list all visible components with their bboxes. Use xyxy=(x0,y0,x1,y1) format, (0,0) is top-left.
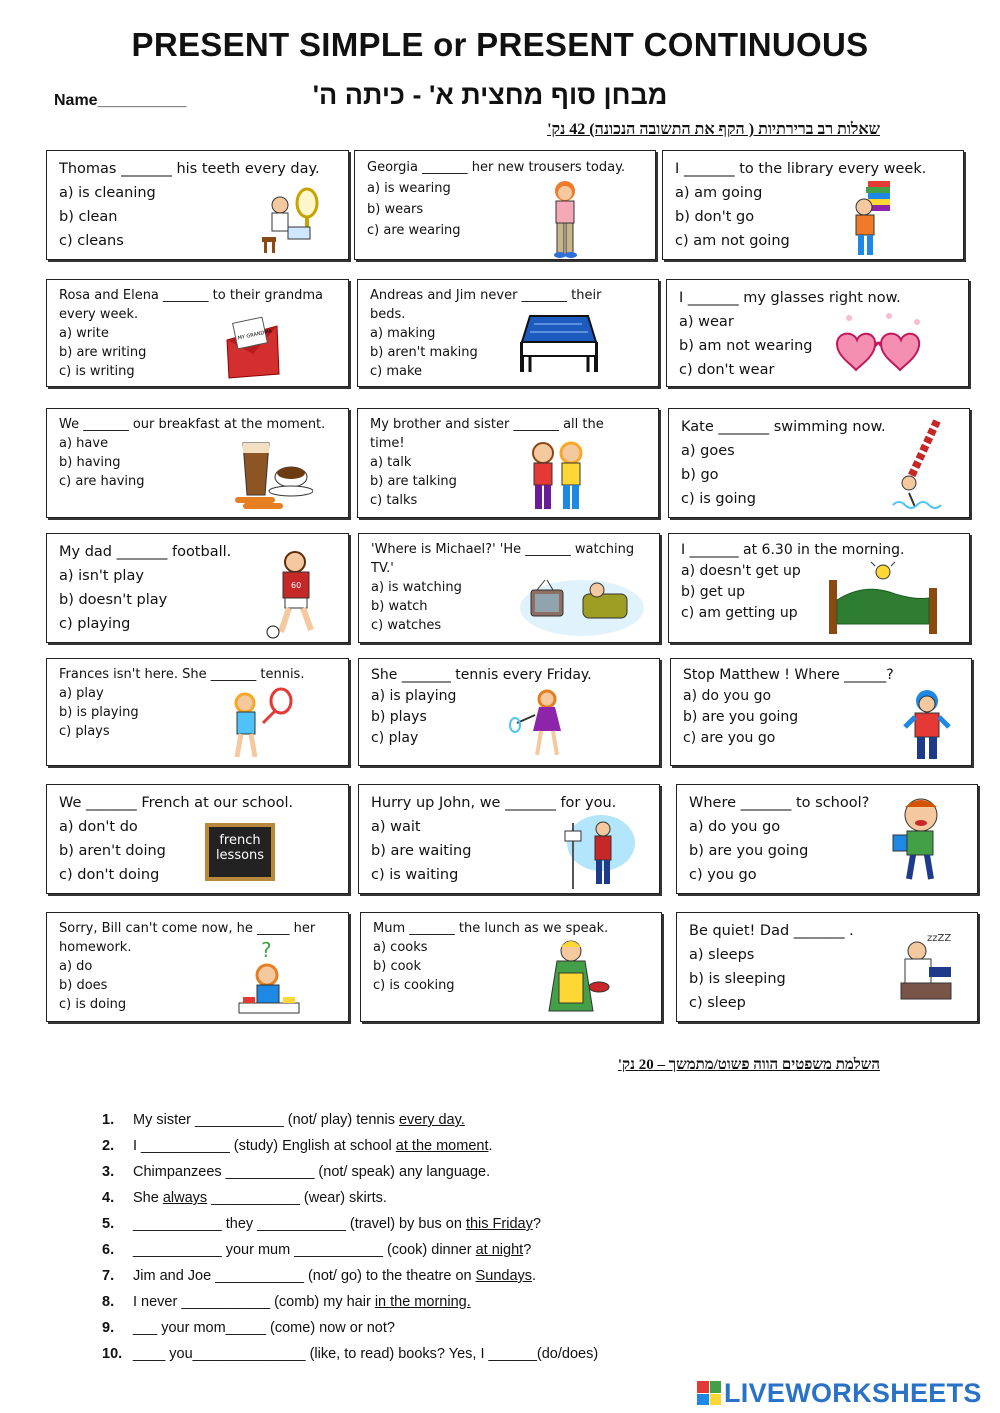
option-c[interactable]: c) is cooking xyxy=(373,978,455,993)
question-text: Andreas and Jim never _______ their beds. xyxy=(370,288,602,322)
boy-carrying-books-picture xyxy=(846,177,906,259)
question-box-9 xyxy=(668,408,970,518)
option-c[interactable]: c) watches xyxy=(371,618,442,633)
girl-with-racket-picture xyxy=(509,689,579,763)
question-text: I _______ my glasses right now. xyxy=(679,290,901,306)
boy-brushing-teeth-picture xyxy=(252,181,327,256)
option-b[interactable]: b) plays xyxy=(371,709,427,725)
sentence-number: 4. xyxy=(102,1190,115,1206)
option-b[interactable]: b) having xyxy=(59,455,121,470)
option-c[interactable]: c) is going xyxy=(681,491,756,507)
option-a[interactable]: a) cooks xyxy=(373,940,428,955)
red-envelope-picture xyxy=(223,310,281,380)
option-a[interactable]: a) is wearing xyxy=(367,181,451,196)
option-c[interactable]: c) talks xyxy=(370,493,418,508)
sentence-text: ___________ your mum ___________ (cook) dinner xyxy=(133,1242,476,1258)
option-b[interactable]: b) doesn't play xyxy=(59,592,168,608)
boy-going-to-school-picture xyxy=(889,795,949,885)
option-c[interactable]: c) are you go xyxy=(683,730,776,746)
mum-cooking-picture xyxy=(541,937,611,1019)
boy-doing-homework-picture xyxy=(233,937,305,1019)
option-a[interactable]: a) goes xyxy=(681,443,735,459)
question-text: I _______ to the library every week. xyxy=(675,161,927,177)
question-box-10 xyxy=(46,533,349,643)
question-2 xyxy=(367,157,645,241)
option-c[interactable]: c) plays xyxy=(59,724,110,739)
fill-sentence-7 xyxy=(102,1268,536,1284)
svg-text:?: ? xyxy=(261,938,272,962)
option-b[interactable]: b) are talking xyxy=(370,474,457,489)
question-text: My brother and sister _______ all the time! xyxy=(370,417,604,451)
question-box-18 xyxy=(676,784,978,894)
sentence-text: I ___________ (study) English at school xyxy=(133,1138,396,1154)
sentence-time-expression: at the moment xyxy=(395,1138,489,1154)
watching-tv-picture xyxy=(517,568,647,638)
question-box-21 xyxy=(676,912,978,1022)
option-c[interactable]: c) am not going xyxy=(675,233,790,249)
sentence-number: 2. xyxy=(102,1138,115,1154)
question-text: 'Where is Michael?' 'He _______ watching TV.' xyxy=(371,542,635,576)
option-a[interactable]: a) doesn't get up xyxy=(681,563,801,579)
sentence-number: 9. xyxy=(102,1320,115,1336)
fill-sentence-10 xyxy=(102,1346,598,1362)
option-b[interactable]: b) are you going xyxy=(689,843,809,859)
fill-sentence-3 xyxy=(102,1164,490,1180)
question-box-2 xyxy=(354,150,656,260)
option-c[interactable]: c) playing xyxy=(59,616,131,632)
sentence-number: 1. xyxy=(102,1112,115,1128)
option-c[interactable]: c) play xyxy=(371,730,419,746)
question-20-text: Mum _______ the lunch as we speak. xyxy=(373,921,609,936)
sentence-text: She xyxy=(133,1190,163,1206)
question-box-13 xyxy=(46,658,349,766)
children-talking-picture xyxy=(523,439,593,515)
sentence-number: 7. xyxy=(102,1268,115,1284)
question-text: Thomas _______ his teeth every day. xyxy=(59,161,320,177)
option-b[interactable]: b) cook xyxy=(373,959,422,974)
question-box-15 xyxy=(670,658,972,766)
question-text: Sorry, Bill can't come now, he _____ her homework. xyxy=(59,921,316,955)
fill-sentence-4 xyxy=(102,1190,387,1206)
option-b[interactable]: b) watch xyxy=(371,599,428,614)
question-text: My dad _______ football. xyxy=(59,544,232,560)
option-c[interactable]: c) don't doing xyxy=(59,867,160,883)
option-a[interactable]: a) isn't play xyxy=(59,568,144,584)
question-text: Hurry up John, we _______ for you. xyxy=(371,795,617,811)
hebrew-subtitle: מבחן סוף מחצית א' - כיתה ה' xyxy=(312,80,668,110)
fill-sentence-9 xyxy=(102,1320,395,1336)
option-a[interactable]: a) do you go xyxy=(683,688,772,704)
option-a[interactable]: a) making xyxy=(370,326,436,341)
question-4 xyxy=(59,286,331,381)
logo-text: LIVEWORKSHEETS xyxy=(724,1377,982,1408)
option-b[interactable]: b) wears xyxy=(367,202,424,217)
option-c[interactable]: c) make xyxy=(370,364,423,379)
option-a[interactable]: a) sleeps xyxy=(689,947,755,963)
worksheet-title: PRESENT SIMPLE or PRESENT CONTINUOUS xyxy=(131,26,869,63)
fill-in-instructions: השלמת משפטים הווה פשוט/מתמשך – 20 נק' xyxy=(617,1057,880,1073)
envelope-letter-text: MY GRANDMA xyxy=(237,328,273,342)
question-text: Georgia _______ her new trousers today. xyxy=(367,160,626,175)
chalkboard-line-2: lessons xyxy=(215,848,265,863)
option-b[interactable]: b) are writing xyxy=(59,345,147,360)
question-box-3 xyxy=(662,150,964,260)
fill-sentence-5 xyxy=(102,1216,541,1232)
option-b[interactable]: b) is playing xyxy=(59,705,139,720)
option-b[interactable]: b) aren't making xyxy=(370,345,478,360)
sentence-time-expression: this Friday xyxy=(465,1216,533,1232)
question-text: Stop Matthew ! Where ______? xyxy=(683,667,894,683)
option-c[interactable]: c) is waiting xyxy=(371,867,459,883)
question-text: We _______ French at our school. xyxy=(59,795,294,811)
question-box-1 xyxy=(46,150,349,260)
sentence-ending: ? xyxy=(532,1216,541,1232)
sentence-text: ___ your mom_____ (come) now or not? xyxy=(133,1320,395,1336)
option-a[interactable]: a) do you go xyxy=(689,819,781,835)
option-b[interactable]: b) is sleeping xyxy=(689,971,786,987)
question-text: Rosa and Elena _______ to their grandma every week. xyxy=(59,288,323,322)
option-c[interactable]: c) are wearing xyxy=(367,223,461,238)
sentence-ending: . xyxy=(488,1138,493,1154)
sentence-text: Jim and Joe ___________ (not/ go) to the theatre on xyxy=(133,1268,476,1284)
sentence-number: 8. xyxy=(102,1294,115,1310)
option-c[interactable]: c) is writing xyxy=(59,364,135,379)
option-c[interactable]: c) are having xyxy=(59,474,145,489)
man-at-bus-stop-picture xyxy=(559,813,639,893)
option-a[interactable]: a) am going xyxy=(675,185,763,201)
multiple-choice-instructions: שאלות רב ברירתיות ( הקף את התשובה הנכונה) 42 נק' xyxy=(547,121,880,138)
diver-picture xyxy=(889,417,959,513)
sentence-time-expression: every day. xyxy=(398,1112,465,1128)
option-b[interactable]: b) go xyxy=(681,467,719,483)
question-box-4 xyxy=(46,279,349,387)
question-box-12 xyxy=(668,533,970,643)
question-box-16 xyxy=(46,784,349,894)
option-b[interactable]: b) are you going xyxy=(683,709,799,725)
question-text: Kate _______ swimming now. xyxy=(681,419,886,435)
question-3 xyxy=(675,157,953,253)
sentence-number: 6. xyxy=(102,1242,115,1258)
option-b[interactable]: b) aren't doing xyxy=(59,843,166,859)
fill-sentence-2 xyxy=(102,1138,493,1154)
svg-text:60: 60 xyxy=(291,581,302,590)
bed-with-alarm-clock-picture xyxy=(825,560,943,638)
fill-sentence-6 xyxy=(102,1242,531,1258)
sentence-number: 5. xyxy=(102,1216,115,1232)
fill-sentence-1 xyxy=(102,1112,465,1128)
svg-text:zzZZ: zzZZ xyxy=(927,933,952,944)
option-c[interactable]: c) is doing xyxy=(59,997,127,1012)
question-text: Be quiet! Dad _______ . xyxy=(689,923,854,939)
question-text: Where _______ to school? xyxy=(689,795,870,811)
chalkboard-line-1: french xyxy=(219,833,261,848)
sentence-number: 3. xyxy=(102,1164,115,1180)
liveworksheets-logo xyxy=(697,1378,982,1408)
fill-sentence-8 xyxy=(102,1294,471,1310)
question-text xyxy=(373,919,651,938)
option-a[interactable]: a) write xyxy=(59,326,109,341)
liveworksheets-logo-icon xyxy=(697,1381,721,1405)
option-b[interactable]: b) don't go xyxy=(675,209,755,225)
question-16 xyxy=(59,791,338,887)
option-c[interactable]: c) cleans xyxy=(59,233,124,249)
sentence-number: 10. xyxy=(102,1346,123,1362)
sentence-time-expression: at night xyxy=(475,1242,524,1258)
sentence-text: ____ you______________ (like, to read) books? Yes, I ______(do/does) xyxy=(133,1346,599,1362)
question-text: I _______ at 6.30 in the morning. xyxy=(681,542,905,558)
question-text: We _______ our breakfast at the moment. xyxy=(59,417,326,432)
option-c[interactable]: c) don't wear xyxy=(679,362,775,378)
sentence-text: I never ___________ (comb) my hair xyxy=(133,1294,375,1310)
bed-picture xyxy=(516,306,600,378)
option-a[interactable]: a) play xyxy=(59,686,104,701)
question-box-14 xyxy=(358,658,660,766)
option-a[interactable]: a) do xyxy=(59,959,93,974)
question-box-11 xyxy=(358,533,660,643)
option-c[interactable]: c) you go xyxy=(689,867,757,883)
sentence-text: Chimpanzees ___________ (not/ speak) any language. xyxy=(133,1164,491,1180)
option-b[interactable]: b) get up xyxy=(681,584,745,600)
sentence-time-expression: Sundays xyxy=(475,1268,533,1284)
question-text: Frances isn't here. She _______ tennis. xyxy=(59,667,305,682)
option-a[interactable]: a) is watching xyxy=(371,580,462,595)
sentence-text: My sister ___________ (not/ play) tennis xyxy=(133,1112,399,1128)
option-b[interactable]: b) does xyxy=(59,978,108,993)
option-a[interactable]: a) wear xyxy=(679,314,734,330)
option-a[interactable]: a) talk xyxy=(370,455,412,470)
question-box-6 xyxy=(666,279,969,387)
question-box-19 xyxy=(46,912,349,1022)
sentence-ending: . xyxy=(532,1268,537,1284)
sentence-ending: ___________ (wear) skirts. xyxy=(207,1190,387,1206)
option-b[interactable]: b) clean xyxy=(59,209,118,225)
heart-glasses-picture xyxy=(829,310,929,380)
question-box-20 xyxy=(360,912,662,1022)
option-c[interactable]: c) am getting up xyxy=(681,605,798,621)
question-box-17 xyxy=(358,784,660,894)
man-playing-football-picture xyxy=(259,548,329,640)
question-text: She _______ tennis every Friday. xyxy=(371,667,592,683)
option-b[interactable]: b) are waiting xyxy=(371,843,472,859)
french-lessons-chalkboard xyxy=(205,823,275,881)
question-box-5 xyxy=(357,279,659,387)
option-a[interactable]: a) is cleaning xyxy=(59,185,156,201)
sentence-ending: ? xyxy=(523,1242,532,1258)
sentence-time-expression: always xyxy=(162,1190,208,1206)
option-a[interactable]: a) wait xyxy=(371,819,421,835)
option-b[interactable]: b) am not wearing xyxy=(679,338,813,354)
breakfast-picture xyxy=(233,435,313,511)
sentence-time-expression: in the morning. xyxy=(374,1294,471,1310)
boy-in-winter-clothes-picture xyxy=(901,687,953,765)
man-sleeping-picture xyxy=(893,927,965,1005)
option-a[interactable]: a) don't do xyxy=(59,819,138,835)
girl-playing-tennis-picture xyxy=(223,687,299,763)
question-box-8 xyxy=(357,408,659,518)
girl-in-trousers-picture xyxy=(543,179,588,261)
name-field-label: Name__________ xyxy=(54,92,187,109)
option-c[interactable]: c) sleep xyxy=(689,995,746,1011)
option-a[interactable]: a) have xyxy=(59,436,109,451)
question-box-7 xyxy=(46,408,349,518)
option-a[interactable]: a) is playing xyxy=(371,688,457,704)
sentence-text: ___________ they ___________ (travel) by bus on xyxy=(133,1216,466,1232)
